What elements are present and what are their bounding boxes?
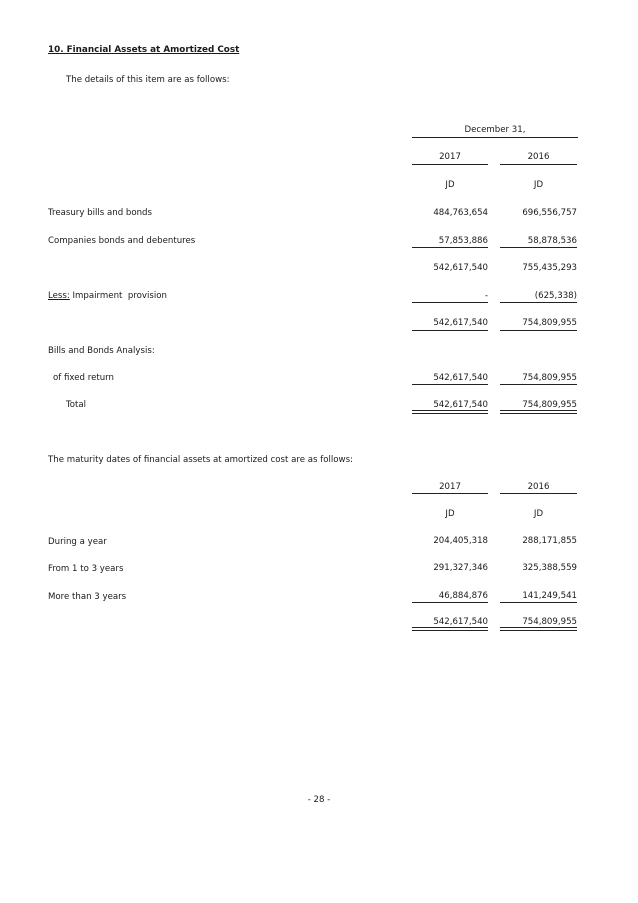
value-2016: 754,809,955 bbox=[522, 400, 577, 410]
currency-2017: JD bbox=[445, 180, 455, 190]
value-2016: 288,171,855 bbox=[522, 536, 577, 546]
page-number: - 28 - bbox=[307, 795, 331, 805]
impairment-rule-2016 bbox=[500, 302, 577, 303]
impairment-rule-2017 bbox=[412, 302, 488, 303]
maturity-total-2017: 542,617,540 bbox=[433, 617, 488, 627]
maturity-total-double-rule-2017 bbox=[412, 627, 488, 631]
subtotal-rule-2016 bbox=[500, 247, 577, 248]
value-2016: (625,338) bbox=[534, 291, 577, 301]
period-header: December 31, bbox=[464, 125, 526, 135]
subtotal-2017: 542,617,540 bbox=[433, 263, 488, 273]
col-year-2017: 2017 bbox=[439, 482, 461, 492]
row-label-fixed-return: of fixed return bbox=[53, 373, 114, 383]
value-2017: 204,405,318 bbox=[433, 536, 488, 546]
currency-2016: JD bbox=[533, 509, 544, 519]
maturity-subtotal-rule-2017 bbox=[412, 602, 488, 603]
row-label-during-year: During a year bbox=[48, 537, 107, 547]
maturity-total-2016: 754,809,955 bbox=[522, 617, 577, 627]
row-label-more-than-3-years: More than 3 years bbox=[48, 592, 127, 602]
row-label-1-to-3-years: From 1 to 3 years bbox=[48, 564, 124, 574]
value-2017: 542,617,540 bbox=[433, 373, 488, 383]
value-2017: 542,617,540 bbox=[433, 400, 488, 410]
value-2017: 484,763,654 bbox=[433, 208, 488, 218]
intro-text: The details of this item are as follows: bbox=[66, 75, 230, 85]
currency-2016: JD bbox=[533, 180, 544, 190]
value-2017: 57,853,886 bbox=[438, 236, 488, 246]
col-rule-2017 bbox=[412, 164, 488, 165]
period-header-rule bbox=[412, 137, 578, 138]
analysis-heading: Bills and Bonds Analysis: bbox=[48, 346, 155, 356]
value-2017: 291,327,346 bbox=[433, 563, 488, 573]
net-total-rule-2016 bbox=[500, 330, 577, 331]
col-year-2016: 2016 bbox=[527, 152, 550, 162]
maturity-subtotal-rule-2016 bbox=[500, 602, 577, 603]
value-2017: 46,884,876 bbox=[438, 591, 488, 601]
col-year-2016: 2016 bbox=[527, 482, 550, 492]
value-2016: 754,809,955 bbox=[522, 373, 577, 383]
col-rule-2017 bbox=[412, 493, 488, 494]
net-total-2016: 754,809,955 bbox=[522, 318, 577, 328]
maturity-total-double-rule-2016 bbox=[500, 627, 577, 631]
fixed-return-rule-2016 bbox=[500, 384, 577, 385]
col-rule-2016 bbox=[500, 164, 577, 165]
currency-2017: JD bbox=[445, 509, 455, 519]
fixed-return-rule-2017 bbox=[412, 384, 488, 385]
row-label-treasury: Treasury bills and bonds bbox=[48, 208, 152, 218]
row-label-companies-bonds: Companies bonds and debentures bbox=[48, 236, 196, 246]
col-year-2017: 2017 bbox=[439, 152, 461, 162]
net-total-rule-2017 bbox=[412, 330, 488, 331]
less-prefix: Less: bbox=[48, 291, 70, 301]
value-2016: 141,249,541 bbox=[522, 591, 577, 601]
subtotal-rule-2017 bbox=[412, 247, 488, 248]
value-2016: 325,388,559 bbox=[522, 563, 577, 573]
value-2016: 58,878,536 bbox=[527, 236, 577, 246]
row-label-total: Total bbox=[66, 400, 87, 410]
net-total-2017: 542,617,540 bbox=[433, 318, 488, 328]
value-2017: - bbox=[484, 291, 488, 301]
total-double-rule-2016 bbox=[500, 410, 577, 414]
value-2016: 696,556,757 bbox=[522, 208, 577, 218]
subtotal-2016: 755,435,293 bbox=[522, 263, 577, 273]
section-title: 10. Financial Assets at Amortized Cost bbox=[48, 45, 240, 55]
maturity-intro: The maturity dates of financial assets at amortized cost are as follows: bbox=[48, 455, 353, 465]
impairment-label: Impairment provision bbox=[69, 291, 167, 301]
row-label-impairment bbox=[48, 291, 167, 301]
total-double-rule-2017 bbox=[412, 410, 488, 414]
col-rule-2016 bbox=[500, 493, 577, 494]
